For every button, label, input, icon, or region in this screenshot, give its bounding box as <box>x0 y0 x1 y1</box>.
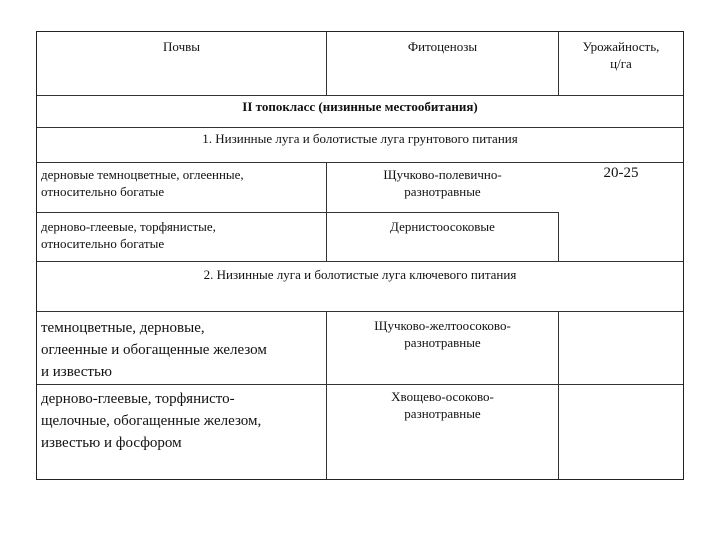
soil-line: известью и фосфором <box>41 435 182 451</box>
phyto-line: разнотравные <box>404 184 481 199</box>
col-divider <box>558 212 559 261</box>
col-divider <box>558 311 559 479</box>
soil-line: дерново-глеевые, торфянистые, <box>41 219 216 234</box>
header-divider <box>37 95 683 96</box>
soil-line: темноцветные, дерновые, <box>41 320 205 336</box>
soil-line: относительно богатые <box>41 236 165 251</box>
soil-line: относительно богатые <box>41 184 165 199</box>
header-yield-line1: Урожайность, <box>582 39 660 54</box>
section1-end-divider <box>37 261 683 262</box>
section2-row2-phyto <box>327 388 558 422</box>
section1-row1-phyto <box>327 166 558 200</box>
section1-row2-phyto: Дернистоосоковые <box>390 219 495 234</box>
header-yield <box>559 38 683 72</box>
section1-title: 1. Низинные луга и болотистые луга грунтового питания <box>202 131 518 146</box>
header-phytocenoses: Фитоценозы <box>407 39 478 54</box>
phyto-line: разнотравные <box>404 406 481 421</box>
phyto-line: Щучково-желтоосоково- <box>374 318 511 333</box>
phyto-line: Щучково-полевично- <box>383 167 502 182</box>
soil-line: дерновые темноцветные, оглеенные, <box>41 167 244 182</box>
section2-divider <box>37 311 683 312</box>
section1-row2-soil <box>41 218 325 252</box>
section1-row1-yield: 20-25 <box>603 165 639 181</box>
section2-row2-soil <box>41 388 325 454</box>
phyto-line: разнотравные <box>404 335 481 350</box>
soil-line: и известью <box>41 364 113 380</box>
section1-row1-soil <box>41 166 325 200</box>
row-divider <box>37 212 558 213</box>
topoclass-divider <box>37 127 683 128</box>
topoclass-title: II топокласс (низинные местообитания) <box>242 99 478 114</box>
soil-phytocenosis-table <box>36 31 684 480</box>
section2-row1-phyto <box>327 317 558 351</box>
header-yield-line2: ц/га <box>610 56 632 71</box>
soil-line: дерново-глеевые, торфянисто- <box>41 391 235 407</box>
soil-line: щелочные, обогащенные железом, <box>41 413 262 429</box>
section2-row1-soil <box>41 317 325 383</box>
section2-title: 2. Низинные луга и болотистые луга ключевого питания <box>203 267 517 282</box>
header-soils: Почвы <box>163 39 200 54</box>
row-divider <box>37 384 683 385</box>
soil-line: оглеенные и обогащенные железом <box>41 342 267 358</box>
phyto-line: Хвощево-осоково- <box>391 389 494 404</box>
